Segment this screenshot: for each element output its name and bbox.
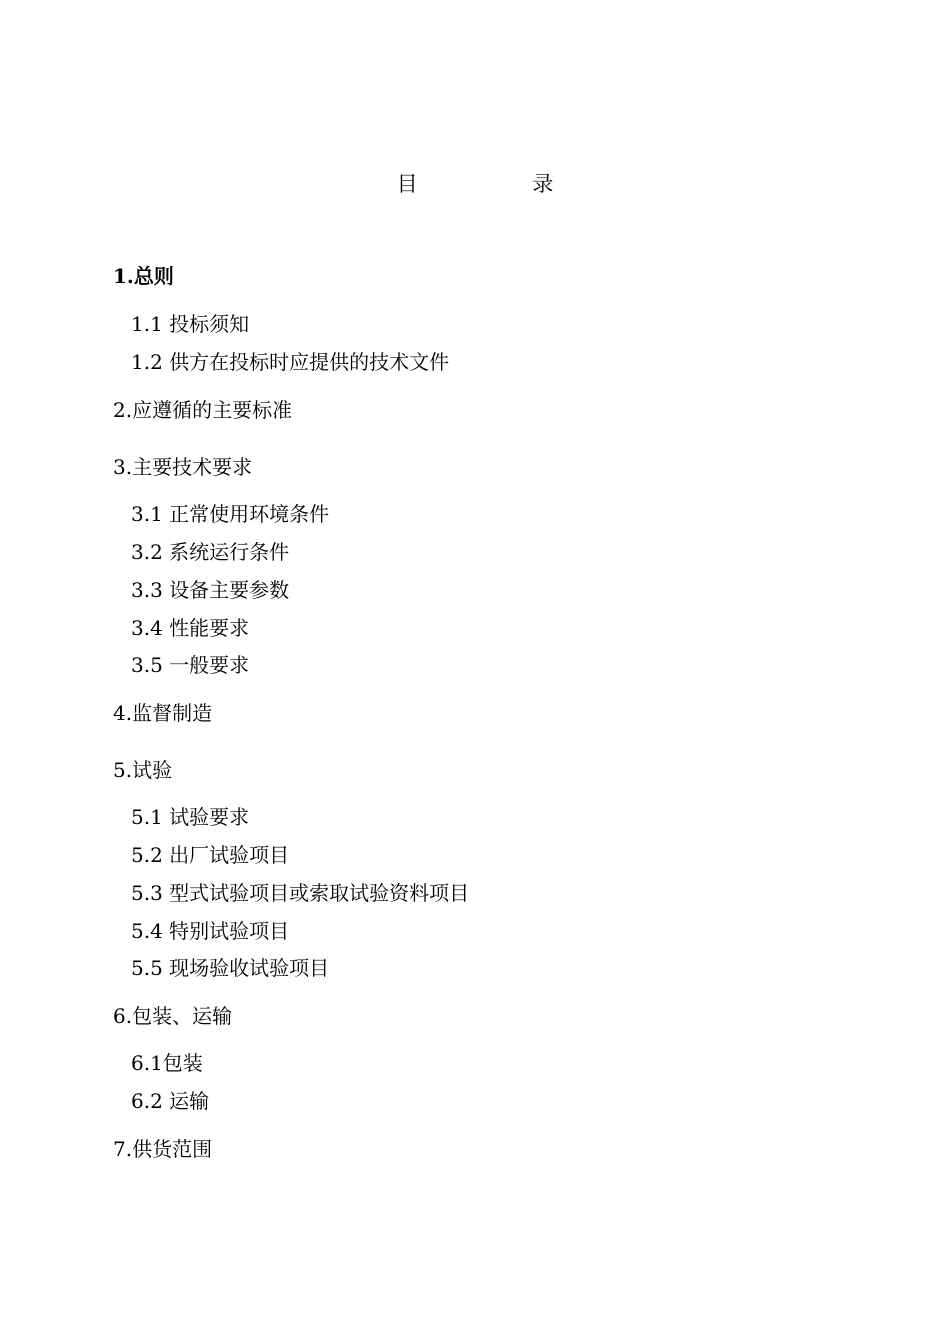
toc-section-4: 4.监督制造	[113, 701, 213, 725]
toc-subsection-1-1: 1.1 投标须知	[131, 312, 250, 336]
toc-section-5: 5.试验	[113, 758, 173, 782]
toc-section-3: 3.主要技术要求	[113, 455, 253, 479]
toc-section-6: 6.包装、运输	[113, 1004, 233, 1028]
toc-subsection-3-2: 3.2 系统运行条件	[131, 540, 290, 564]
toc-subsection-5-3: 5.3 型式试验项目或索取试验资料项目	[131, 881, 470, 905]
toc-subsection-5-1: 5.1 试验要求	[131, 805, 250, 829]
toc-subsection-5-4: 5.4 特别试验项目	[131, 919, 290, 943]
toc-section-1: 1.总则	[113, 264, 174, 288]
toc-section-7: 7.供货范围	[113, 1137, 213, 1161]
toc-subsection-3-4: 3.4 性能要求	[131, 616, 250, 640]
toc-subsection-6-1: 6.1包装	[131, 1051, 203, 1075]
toc-subsection-5-2: 5.2 出厂试验项目	[131, 843, 290, 867]
toc-subsection-1-2: 1.2 供方在投标时应提供的技术文件	[131, 350, 450, 374]
toc-subsection-5-5: 5.5 现场验收试验项目	[131, 956, 330, 980]
toc-section-2: 2.应遵循的主要标准	[113, 398, 293, 422]
toc-subsection-3-1: 3.1 正常使用环境条件	[131, 502, 330, 526]
toc-subsection-3-3: 3.3 设备主要参数	[131, 578, 290, 602]
toc-subsection-3-5: 3.5 一般要求	[131, 653, 250, 677]
toc-subsection-6-2: 6.2 运输	[131, 1089, 210, 1113]
toc-title: 目 录	[396, 172, 608, 196]
